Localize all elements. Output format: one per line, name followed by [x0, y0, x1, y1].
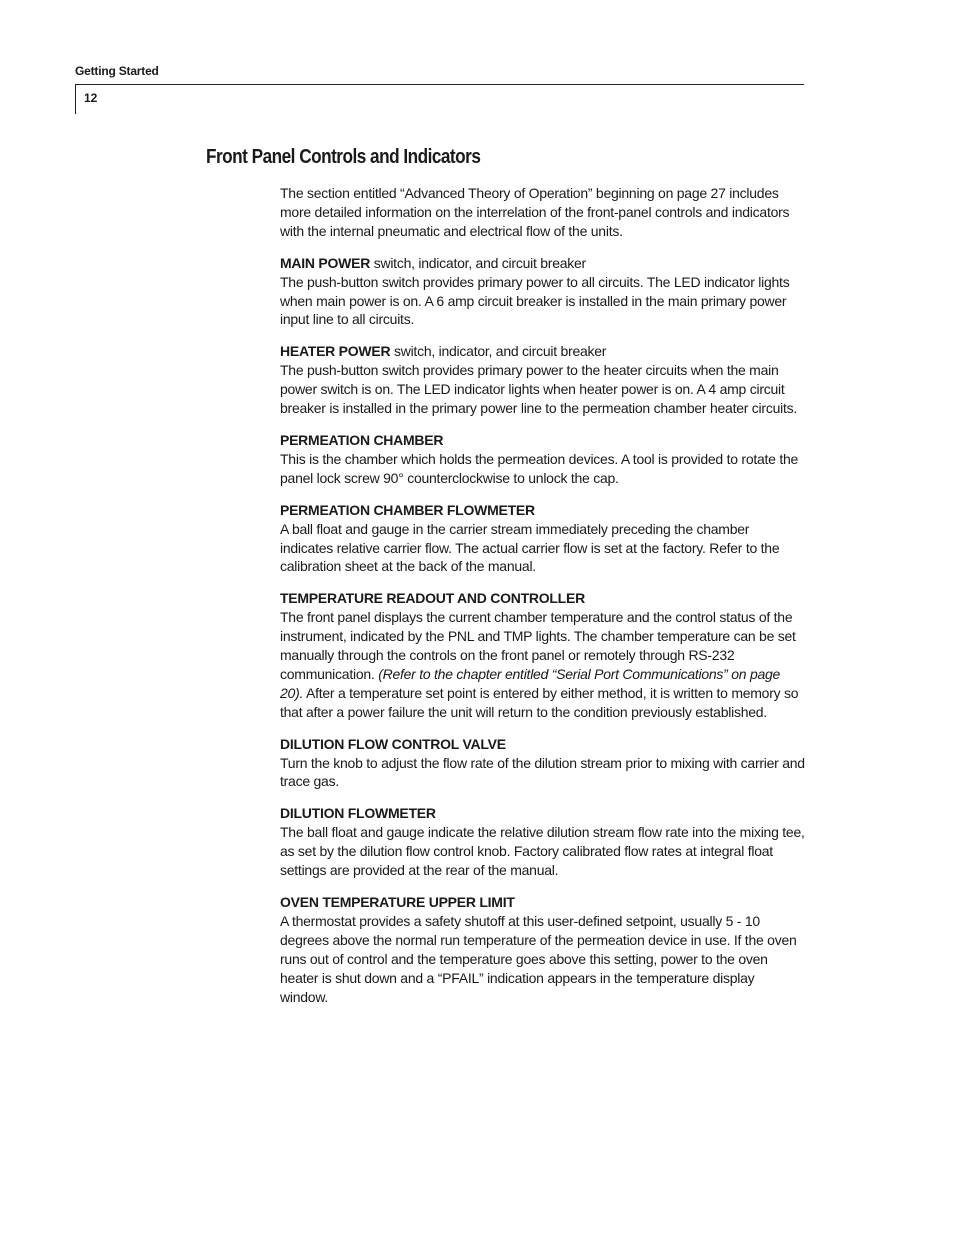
entry-temperature-readout: [280, 589, 805, 721]
entry-description: A thermostat provides a safety shutoff at this user-defined setpoint, usually 5 - 10 degrees above the normal run temperature of the permeation device in use. If the oven runs out of control and the temperature goes above this setting, power to the oven heater is shut down and a “PFAIL” indication appears in the temperature display window.: [280, 912, 797, 1005]
entry-description: The push-button switch provides primary power to all circuits. The LED indicator lights when main power is on. A 6 amp circuit breaker is installed in the main primary power input line to all circuits.: [280, 273, 790, 328]
entry-term: MAIN POWER: [280, 254, 371, 271]
entry-description: This is the chamber which holds the permeation devices. A tool is provided to rotate the panel lock screw 90° counterclockwise to unlock the cap.: [280, 450, 799, 486]
entry-description-continued: After a temperature set point is entered by either method, it is written to memory so that after a power failure the unit will return to the condition previously established.: [280, 684, 799, 720]
cross-reference-note: (Refer to the chapter entitled “Serial Port Communications” on page 20).: [280, 665, 781, 701]
running-head: Getting Started: [75, 64, 159, 78]
entry-heading: [280, 893, 805, 912]
entry-description: The push-button switch provides primary power to the heater circuits when the main power switch is on. The LED indicator lights when heater power is on. A 4 amp circuit breaker is installed in the primary power line to the permeation chamber heater circuits.: [280, 362, 798, 417]
header-rule: [75, 84, 804, 85]
entry-heading: [280, 804, 805, 823]
entry-main-power: [280, 254, 805, 330]
entry-description: The front panel displays the current chamber temperature and the control status of the instrument, indicated by the PNL and TMP lights. The chamber temperature can be set manually through the controls on the front panel or remotely through RS-232 communication.: [280, 609, 796, 682]
page-number: 12: [84, 91, 98, 105]
entry-term: DILUTION FLOWMETER: [280, 805, 436, 822]
entry-term: PERMEATION CHAMBER FLOWMETER: [280, 501, 535, 518]
entry-dilution-flowmeter: [280, 804, 805, 880]
entry-permeation-chamber: [280, 431, 805, 488]
section-title: Front Panel Controls and Indicators: [206, 146, 481, 168]
entry-term-suffix: switch, indicator, and circuit breaker: [370, 254, 586, 271]
entry-heading: [280, 501, 805, 520]
entry-heading: [280, 735, 805, 754]
entry-heading: [280, 431, 805, 450]
entry-heading: [280, 589, 805, 608]
entry-description: The ball float and gauge indicate the relative dilution stream flow rate into the mixing tee, as set by the dilution flow control knob. Factory calibrated flow rates at integral float settings are provided at the rear of the manual.: [280, 824, 805, 879]
entry-term: HEATER POWER: [280, 343, 391, 360]
entry-term: OVEN TEMPERATURE UPPER LIMIT: [280, 894, 515, 910]
section-body: [280, 184, 805, 1019]
entry-permeation-chamber-flowmeter: [280, 501, 805, 577]
intro-paragraph: The section entitled “Advanced Theory of Operation” beginning on page 27 includes more detailed information on the interrelation of the front-panel controls and indicators with the internal pneumatic and electrical flow of the units.: [280, 185, 790, 239]
entry-description: Turn the knob to adjust the flow rate of the dilution stream prior to mixing with carrier and trace gas.: [280, 754, 805, 790]
entry-dilution-flow-control-valve: [280, 735, 805, 792]
entry-heater-power: [280, 342, 805, 418]
entry-oven-temperature-upper-limit: [280, 893, 805, 1006]
entry-description-block: [280, 608, 805, 721]
entry-term: TEMPERATURE READOUT AND CONTROLLER: [280, 590, 585, 607]
page-number-rule: [75, 84, 76, 114]
entry-term: PERMEATION CHAMBER: [280, 431, 444, 448]
entry-heading: [280, 342, 805, 361]
entry-term-suffix: switch, indicator, and circuit breaker: [390, 343, 607, 360]
entry-heading: [280, 254, 805, 273]
entry-description: A ball float and gauge in the carrier stream immediately preceding the chamber indicates relative carrier flow. The actual carrier flow is set at the factory. Refer to the calibration sheet at the back of the manual.: [280, 520, 780, 575]
entry-term: DILUTION FLOW CONTROL VALVE: [280, 735, 506, 752]
